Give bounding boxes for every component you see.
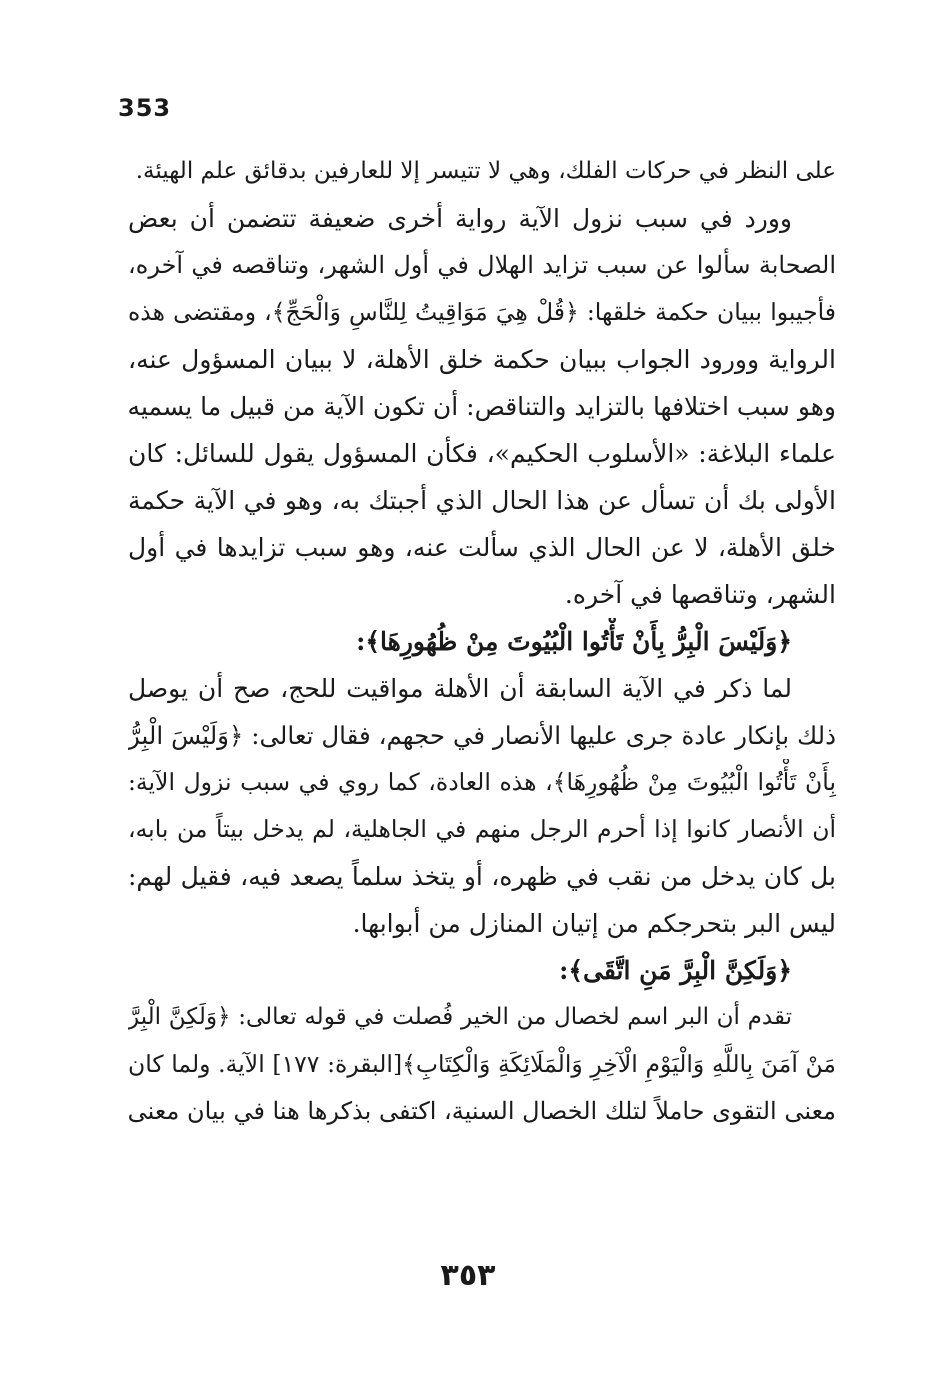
page-number-bottom: ٣٥٣	[440, 1258, 496, 1293]
text-line: الرواية وورود الجواب ببيان حكمة خلق الأهلة، لا ببيان المسؤول عنه،	[128, 345, 836, 374]
text-line: أن الأنصار كانوا إذا أحرم الرجل منهم في الجاهلية، لم يدخل بيتاً من بابه،	[128, 815, 836, 843]
verse-heading: ﴿وَلَيْسَ الْبِرُّ بِأَنْ تَأْتُوا الْبُيُوتَ مِنْ ظُهُورِهَا﴾:	[356, 627, 792, 656]
page-body	[128, 148, 836, 1135]
page-number-top: 353	[118, 94, 172, 122]
text-line: بل كان يدخل من نقب في ظهره، أو يتخذ سلماً يصعد فيه، فقيل لهم:	[128, 862, 836, 891]
text-line: الأولى بك أن تسأل عن هذا الحال الذي أجبتك به، وهو في الآية حكمة	[128, 486, 836, 515]
text-line: بِأَنْ تَأْتُوا الْبُيُوتَ مِنْ ظُهُورِهَا﴾، هذه العادة، كما روي في سبب نزول الآية:	[128, 768, 836, 796]
text-line: وهو سبب اختلافها بالتزايد والتناقص: أن تكون الآية من قبيل ما يسميه	[128, 392, 836, 421]
text-line: معنى التقوى حاملاً لتلك الخصال السنية، اكتفى بذكرها هنا في بيان معنى	[128, 1097, 836, 1125]
text-line: خلق الأهلة، لا عن الحال الذي سألت عنه، وهو سبب تزايدها في أول	[128, 533, 836, 562]
text-line: ليس البر بتحرجكم من إتيان المنازل من أبوابها.	[352, 909, 836, 938]
text-line: ذلك بإنكار عادة جرى عليها الأنصار في حجهم، فقال تعالى: ﴿وَلَيْسَ الْبِرُّ	[128, 721, 836, 750]
verse-heading: ﴿وَلَكِنَّ الْبِرَّ مَنِ اتَّقَى﴾:	[559, 956, 792, 985]
text-line: تقدم أن البر اسم لخصال من الخير فُصلت في قوله تعالى: ﴿وَلَكِنَّ الْبِرَّ	[128, 1004, 792, 1030]
text-line: وورد في سبب نزول الآية رواية أخرى ضعيفة تتضمن أن بعض	[128, 204, 792, 233]
text-line: على النظر في حركات الفلك، وهي لا تتيسر إلا للعارفين بدقائق علم الهيئة.	[135, 158, 836, 184]
text-line: لما ذكر في الآية السابقة أن الأهلة مواقيت للحج، صح أن يوصل	[128, 674, 792, 703]
text-line: الصحابة سألوا عن سبب تزايد الهلال في أول الشهر، وتناقصه في آخره،	[128, 251, 836, 279]
text-line: الشهر، وتناقصها في آخره.	[564, 580, 836, 609]
text-line: فأجيبوا ببيان حكمة خلقها: ﴿قُلْ هِيَ مَوَاقِيتُ لِلنَّاسِ وَالْحَجِّ﴾، ومقتضى هذه	[128, 298, 836, 326]
text-line: علماء البلاغة: «الأسلوب الحكيم»، فكأن المسؤول يقول للسائل: كان	[128, 439, 836, 468]
text-line: مَنْ آمَنَ بِاللَّهِ وَالْيَوْمِ الْآخِرِ وَالْمَلَائِكَةِ وَالْكِتَابِ﴾[البقرة: ١٧٧] الآية. ولما كان	[128, 1050, 836, 1078]
